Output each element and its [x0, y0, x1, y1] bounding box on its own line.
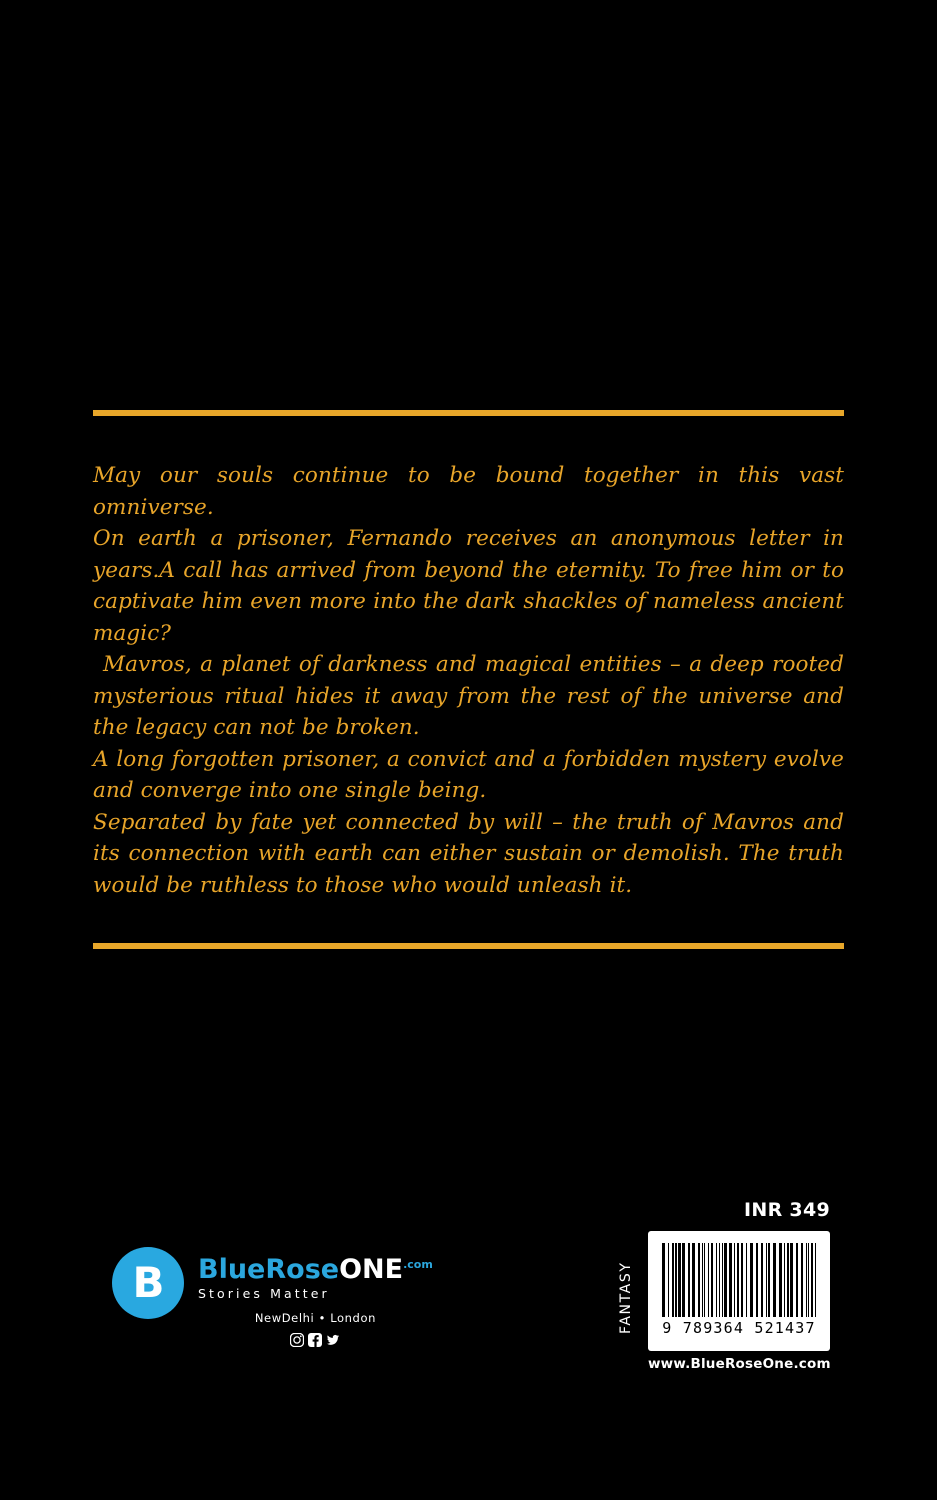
price-label: INR 349 — [744, 1199, 830, 1221]
brand-name-part1: BlueRose — [198, 1254, 340, 1285]
blurb-paragraph-1: May our souls continue to be bound together in this vast omniverse. — [93, 463, 844, 520]
barcode — [648, 1231, 830, 1351]
genre-label: FANTASY — [618, 1261, 634, 1335]
brand-name — [198, 1251, 433, 1284]
brand-name-suffix: .com — [403, 1258, 433, 1271]
blurb-paragraph-5: Separated by fate yet connected by will – the truth of Mavros and its connection with earth can either sustain or demolish. The truth would be ruthless to those who would unleash it. — [93, 809, 844, 898]
publisher-tagline: Stories Matter — [198, 1286, 330, 1301]
divider-top — [93, 410, 844, 416]
publisher-cities: NewDelhi • London — [254, 1311, 376, 1325]
blurb-paragraph-3: Mavros, a planet of darkness and magical entities – a deep rooted mysterious ritual hides it away from the rest of the universe and the legacy can not be broken. — [93, 652, 844, 740]
blurb-paragraph-2: On earth a prisoner, Fernando receives an anonymous letter in years.A call has arrived from beyond the eternity. To free him or to captivate him even more into the dark shackles of nameless ancient magic? — [93, 526, 844, 646]
isbn-number: 9 789364 521437 — [662, 1319, 816, 1337]
instagram-icon[interactable] — [290, 1333, 304, 1347]
blurb-section — [93, 410, 844, 949]
facebook-icon[interactable] — [308, 1333, 322, 1347]
blurb-paragraph-4: A long forgotten prisoner, a convict and a forbidden mystery evolve and converge into one single being. — [93, 746, 844, 803]
social-icons — [198, 1333, 433, 1347]
logo-letter: B — [132, 1258, 164, 1307]
divider-bottom — [93, 943, 844, 949]
twitter-icon[interactable] — [326, 1333, 340, 1347]
publisher-wordmark — [198, 1245, 433, 1347]
publisher-website: www.BlueRoseOne.com — [648, 1356, 831, 1372]
bluerose-logo-icon — [112, 1247, 184, 1319]
barcode-bars — [662, 1243, 816, 1317]
blurb-text — [93, 460, 844, 901]
brand-name-part2: ONE — [339, 1254, 404, 1285]
publisher-logo — [112, 1245, 432, 1347]
